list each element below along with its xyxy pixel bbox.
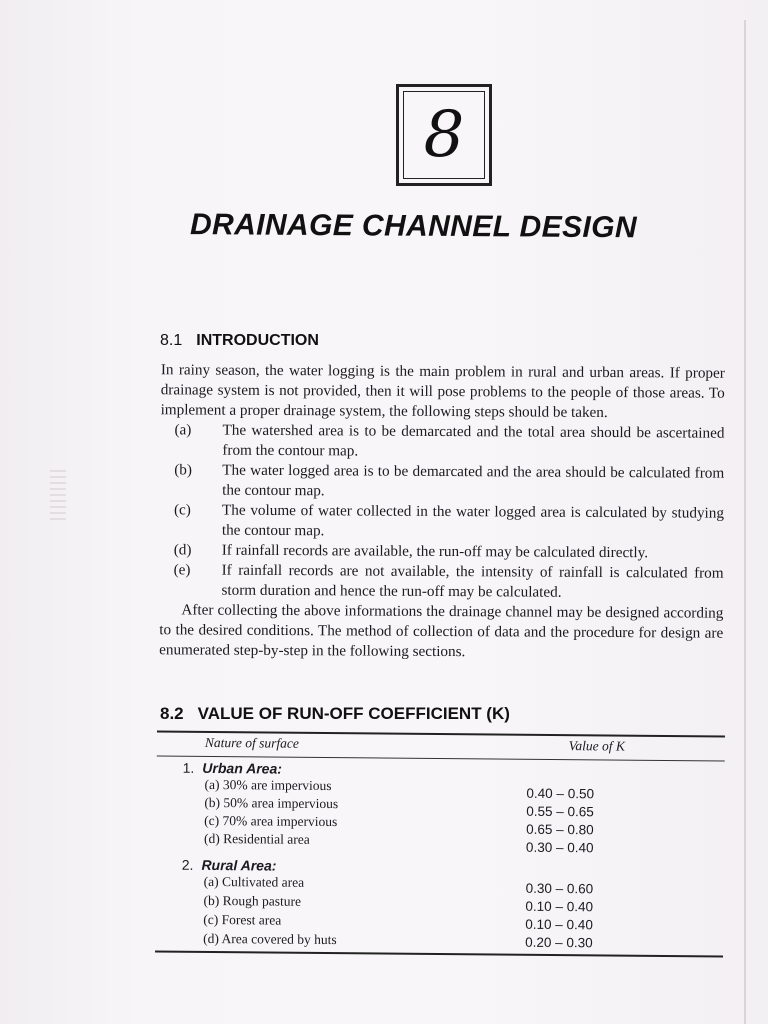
margin-bleed-through [50,470,66,520]
table-row-value: 0.65 – 0.80 [526,821,594,838]
table-row-value: 0.10 – 0.40 [525,898,594,915]
list-marker: (d) [173,541,192,559]
table-row-value: 0.30 – 0.60 [525,880,594,897]
group-values [526,779,725,859]
column-header-value: Value of K [568,738,625,754]
table-header [157,733,725,758]
list-marker: (c) [173,501,191,519]
group-number: 2. [181,856,194,873]
group-labels [155,873,526,952]
table-row-label: (d) Residential area [203,830,310,847]
section-heading-introduction [160,332,319,350]
group-rural [155,873,724,954]
chapter-title: DRAINAGE CHANNEL DESIGN [189,208,638,245]
closing-paragraph: After collecting the above informations the drainage channel may be designed according to the desired conditions. The method of collection of data and the procedure for design are enumerated step-by-step in the following sections. [159,601,724,661]
group-values [525,876,724,954]
section-title: INTRODUCTION [196,332,319,349]
table-row-value: 0.55 – 0.65 [526,803,594,820]
table-row-label: (b) Rough pasture [203,892,302,909]
section-number: 8.1 [160,332,183,349]
list-marker: (b) [174,461,193,479]
table-row-label: (c) Forest area [203,911,282,928]
section-heading-runoff-coefficient [160,704,510,724]
table-row-value: 0.10 – 0.40 [525,916,593,933]
list-item-text: If rainfall records are available, the run-off may be calculated directly. [221,541,649,562]
group-urban [156,776,725,859]
list-item [174,500,724,543]
table-row-label: (a) 30% are impervious [204,776,332,794]
list-marker: (a) [174,421,192,439]
list-item [174,460,724,503]
group-number: 1. [182,759,195,776]
list-item-text: If rainfall records are not available, the intensity of rainfall is calculated from storm duration and hence the run-off may be calculated. [221,561,724,601]
runoff-coefficient-table [155,731,725,958]
group-label: Rural Area: [201,856,277,874]
list-item [173,560,723,603]
intro-paragraph: In rainy season, the water logging is the main problem in rural and urban areas. If proper drainage system is not provided, then it will pose problems to the people of those areas. To implement a proper drainage system, the following steps should be taken. [160,361,725,422]
steps-list [159,420,724,603]
column-header-surface: Nature of surface [204,734,299,751]
chapter-number-box [396,84,492,186]
list-item-text: The volume of water collected in the water logged area is calculated by studying the contour map. [221,501,725,540]
chapter-number: 8 [423,98,465,172]
table-row-value: 0.40 – 0.50 [526,785,595,802]
list-marker: (e) [173,561,191,579]
section-number: 8.2 [160,704,184,723]
list-item-text: The water logged area is to be demarcated and the area should be calculated from the contour map. [222,461,725,500]
table-row-label: (a) Cultivated area [203,873,305,890]
table-row-value: 0.20 – 0.30 [525,934,593,951]
list-item-text: The watershed area is to be demarcated and the total area should be ascertained from the contour map. [222,421,725,460]
table-row-label: (c) 70% area impervious [204,812,338,830]
table-row-label: (b) 50% area impervious [204,794,339,812]
table-row-label: (d) Area covered by huts [203,930,337,948]
group-labels [156,776,527,857]
list-item [174,420,724,463]
section-title: VALUE OF RUN-OFF COEFFICIENT (K) [197,704,510,723]
introduction-body [159,360,725,663]
group-label: Urban Area: [202,759,283,777]
table-row-value: 0.30 – 0.40 [525,839,594,856]
